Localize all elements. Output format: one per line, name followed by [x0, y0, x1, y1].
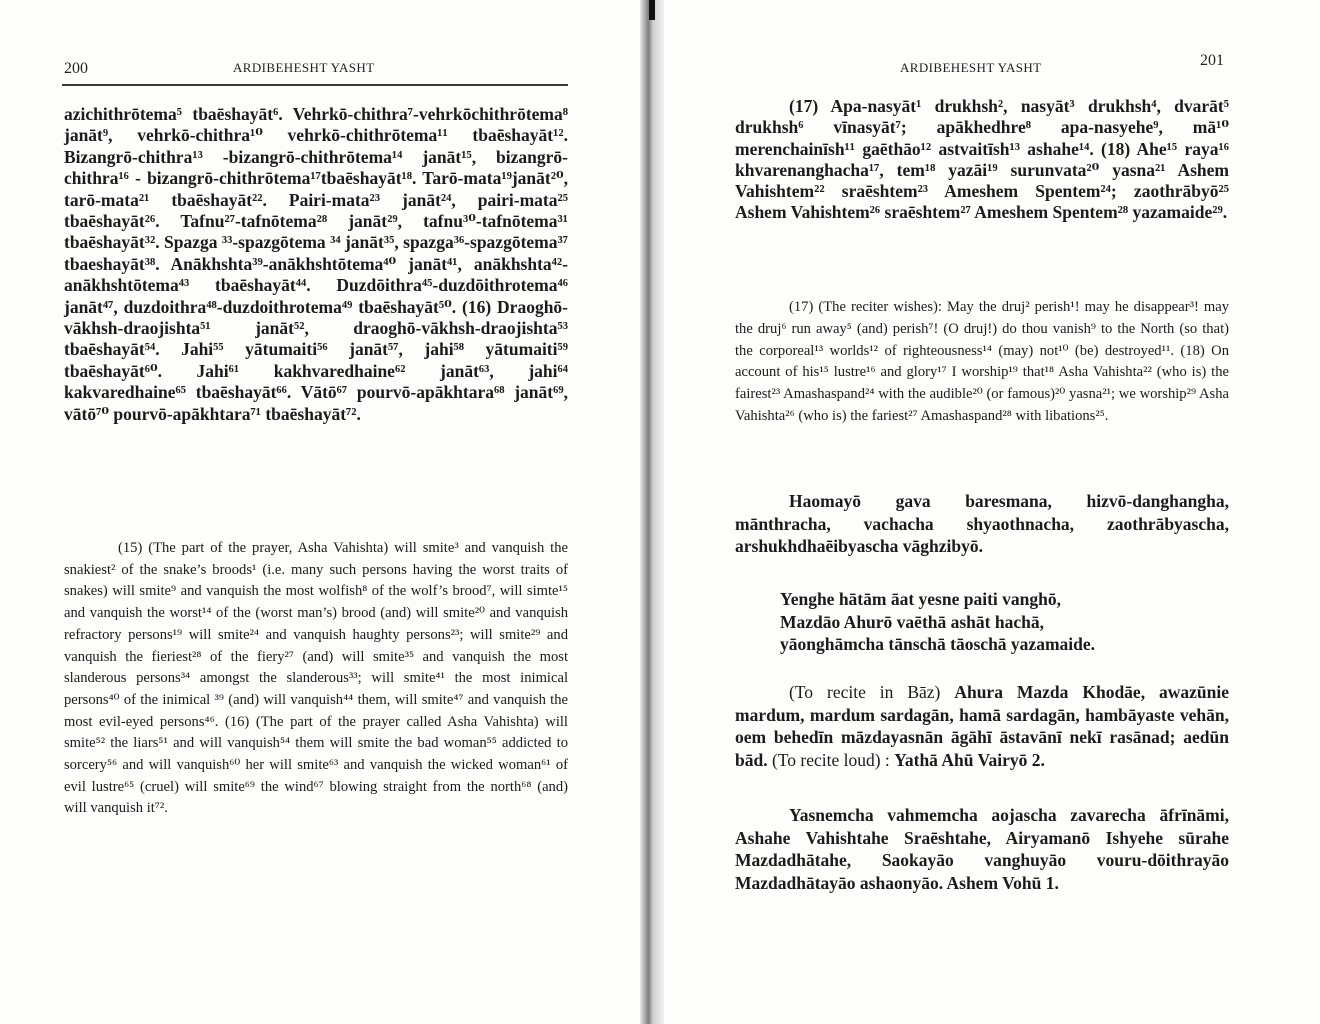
- recite-loud-label: (To recite loud) :: [771, 749, 890, 770]
- recite-baz-label: (To recite in Bāz): [789, 682, 941, 702]
- left-page: [0, 0, 640, 1024]
- yasnemcha-passage: Yasnemcha vahmemcha aojascha zavarecha āfrīnāmi, Ashahe Vahishtahe Sraēshtahe, Airyamanō Ishyehe sūrahe Mazdadhātahe, Saokayāo vanghuyāo vouru-dōithrayāo Mazdadhātayāo ashaonyāo. Ashem Vohū 1.: [735, 805, 1229, 893]
- recite-baz-text: Ahura Mazda Khodāe, awazūnie mardum, mardum sardagān, hamā sardagān, hambāyaste vehān, oem behedīn māzdayasnān āgāhī āstavānī nekī rasānad; aedūn bād.: [735, 682, 1230, 770]
- avestan-text-right: (17) Apa-nasyāt¹ drukhsh², nasyāt³ drukhsh⁴, dvarāt⁵ drukhsh⁶ vīnasyāt⁷; apākhedhre⁸ apa-nasyehe⁹, mā¹⁰ merenchainīsh¹¹ gaēthāo¹² astvaitīsh¹³ ashahe¹⁴. (18) Ahe¹⁵ raya¹⁶ khvarenanghacha¹⁷, tem¹⁸ yazāi¹⁹ surunvata²⁰ yasna²¹ Ashem Vahishtem²² sraēshtem²³ Ameshem Spentem²⁴; zaothrābyō²⁵ Ashem Vahishtem²⁶ sraēshtem²⁷ Ameshem Spentem²⁸ yazamaide²⁹.: [735, 96, 1229, 223]
- right-page: [664, 0, 1320, 1024]
- verse-line: Mazdāo Ahurō vaēthā ashāt hachā,: [780, 611, 1044, 632]
- page-number-right: 201: [1200, 52, 1224, 69]
- recite-instructions: [735, 681, 1229, 771]
- haomayo-passage: Haomayō gava baresmana, hizvō-danghangha, mānthracha, vachacha shyaothnacha, zaothrābyascha, arshukhdhaēibyascha vāghzibyō.: [735, 491, 1229, 556]
- verse-line: Yenghe hātām āat yesne paiti vanghō,: [780, 589, 1061, 609]
- yenghe-hatam-verse: [780, 588, 1220, 656]
- running-head-left: ARDIBEHESHT YASHT: [233, 60, 375, 75]
- running-head-right: ARDIBEHESHT YASHT: [900, 60, 1042, 75]
- verse-line: yāonghāmcha tānschā tāoschā yazamaide.: [780, 634, 1096, 654]
- english-translation-left: (15) (The part of the prayer, Asha Vahishta) will smite³ and vanquish the snakiest² of the snake’s broods¹ (i.e. many such persons having the worst traits of snakes) will smite⁹ and vanquish the most wolfish⁸ of the wolf’s brood⁷, will simte¹⁵ and vanquish the worst¹⁴ of the (worst man’s) brood (and) will smite²⁰ and vanquish refractory persons¹⁹ will smite²⁴ and vanquish haughty persons²³; will smite²⁹ and vanquish the fieriest²⁸ of the fiery²⁷ (and) will smite³⁵ and vanquish the most slanderous persons³⁴ amongst the slanderous³³; will smite⁴¹ the most inimical persons⁴⁰ of the inimical ³⁹ (and) will vanquish⁴⁴ them, will smite⁴⁷ and vanquish the most evil-eyed persons⁴⁶. (16) (The part of the prayer called Asha Vahishta) will smite⁵² the liars⁵¹ and will vanquish⁵⁴ them will smite the bad woman⁵⁵ addicted to sorcery⁵⁶ and will vanquish⁶⁰ her will smite⁶³ and vanquish the wicked woman⁶¹ of evil lustre⁶⁵ (cruel) will smite⁶⁹ the wind⁶⁷ blowing straight from the north⁶⁸ (and) will vanquish it⁷².: [64, 540, 568, 817]
- book-gutter: [640, 0, 664, 1024]
- recite-loud-text: Yathā Ahū Vairyō 2.: [894, 749, 1045, 770]
- english-translation-right: (17) (The reciter wishes): May the druj² perish¹! may he disappear³! may the druj⁶ run away⁵ (and) perish⁷! (O druj!) do thou vanish⁹ to the North (so that) the corporeal¹³ worlds¹² of righteousness¹⁴ (may) not¹⁰ (be) destroyed¹¹. (18) On account of his¹⁵ lustre¹⁶ and glory¹⁷ I worship¹⁹ that¹⁸ Asha Vahishta²² (who is) the fairest²³ Amashaspand²⁴ with the audible²⁰ (or famous)²⁰ yasna²¹; we worship²⁹ Asha Vahishta²⁶ (who is) the fariest²⁷ Amashaspand²⁸ with libations²⁵.: [735, 299, 1229, 424]
- binding-shadow: [649, 0, 655, 20]
- avestan-text-left: azichithrōtema⁵ tbaēshayāt⁶. Vehrkō-chithra⁷-vehrkōchithrōtema⁸ janāt⁹, vehrkō-chithra¹⁰ vehrkō-chithrōtema¹¹ tbaēshayāt¹². Bizangrō-chithra¹³ -bizangrō-chithrōtema¹⁴ janāt¹⁵, bizangrō-chithra¹⁶ - bizangrō-chithrōtema¹⁷tbaēshayāt¹⁸. Tarō-mata¹⁹janāt²⁰, tarō-mata²¹ tbaēshayāt²². Pairi-mata²³ janāt²⁴, pairi-mata²⁵ tbaēshayāt²⁶. Tafnu²⁷-tafnōtema²⁸ janāt²⁹, tafnu³⁰-tafnōtema³¹ tbaēshayāt³². Spazga ³³-spazgōtema ³⁴ janāt³⁵, spazga³⁶-spazgōtema³⁷ tbaeshayāt³⁸. Anākhshta³⁹-anākhshtōtema⁴⁰ janāt⁴¹, anākhshta⁴²-anākhshtōtema⁴³ tbaēshayāt⁴⁴. Duzdōithra⁴⁵-duzdōithrotema⁴⁶ janāt⁴⁷, duzdoithra⁴⁸-duzdoithrotema⁴⁹ tbaēshayāt⁵⁰. (16) Draoghō-vākhsh-draojishta⁵¹ janāt⁵², draoghō-vākhsh-draojishta⁵³ tbaēshayāt⁵⁴. Jahi⁵⁵ yātumaiti⁵⁶ janāt⁵⁷, jahi⁵⁸ yātumaiti⁵⁹ tbaēshayāt⁶⁰. Jahi⁶¹ kakhvaredhaine⁶² janāt⁶³, jahi⁶⁴ kakvaredhaine⁶⁵ tbaēshayāt⁶⁶. Vātō⁶⁷ pourvō-apākhtara⁶⁸ janāt⁶⁹, vātō⁷⁰ pourvō-apākhtara⁷¹ tbaēshayāt⁷².: [64, 104, 568, 424]
- header-rule: [62, 84, 568, 86]
- page-number-left: 200: [64, 60, 88, 77]
